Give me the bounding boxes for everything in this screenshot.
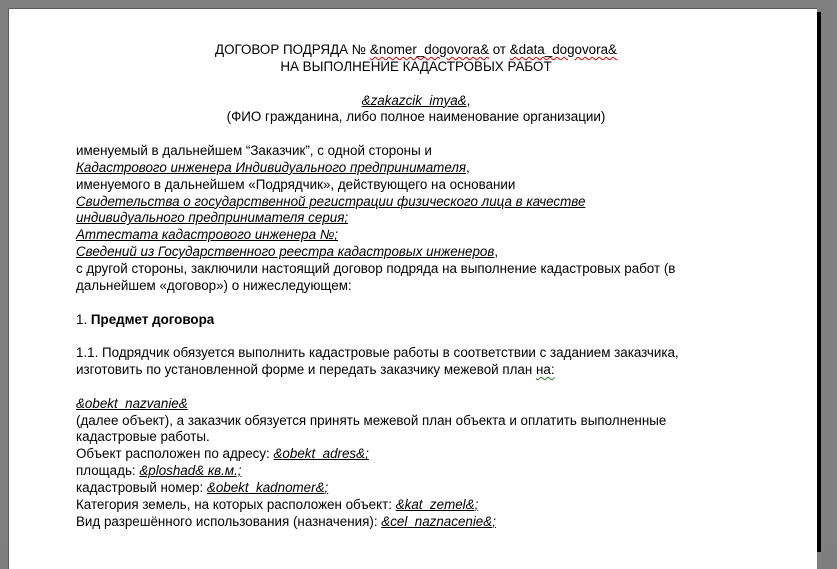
paragraph-line: именуемого в дальнейшем «Подрядчик», действующего на основании — [76, 176, 516, 192]
document-text[interactable] — [76, 42, 776, 530]
title-text: от — [489, 42, 510, 57]
punctuation: ; — [492, 513, 496, 529]
customer-hint: (ФИО гражданина, либо полное наименование организации) — [226, 109, 606, 125]
paragraph-line — [76, 362, 776, 379]
paragraph-text: изготовить по установленной форме и передать заказчику межевой план — [76, 362, 536, 378]
area-field: &ploshad& — [139, 463, 205, 479]
paragraph-line: 1.1. Подрядчик обязуется выполнить кадастровые работы в соответствии с заданием заказчика, — [76, 345, 679, 361]
contractor-title: Кадастрового инженера Индивидуального предпринимателя — [76, 159, 467, 175]
area-label: площадь: — [76, 463, 140, 479]
paragraph-line: дальнейшем «договор») о нижеследующем: — [76, 277, 352, 293]
punctuation: ; — [324, 479, 329, 495]
permitted-use-field: &cel_naznacenie& — [381, 513, 493, 529]
section-heading — [76, 312, 776, 329]
blank-line — [76, 379, 776, 396]
paragraph-line — [76, 244, 776, 261]
customer-name-line — [76, 93, 756, 110]
blank-line — [76, 126, 776, 143]
punctuation: , — [494, 244, 499, 260]
registry-info: Сведений из Государственного реестра кадастровых инженеров — [76, 244, 495, 260]
contract-title-line1 — [76, 42, 756, 59]
area-unit: кв.м.; — [204, 463, 242, 479]
punctuation: ; — [474, 496, 479, 512]
paragraph-line — [76, 396, 776, 413]
address-label: Объект расположен по адресу: — [76, 446, 274, 462]
cadastral-number-line — [76, 480, 776, 497]
page-shadow — [817, 12, 821, 552]
land-category-line — [76, 497, 776, 514]
contract-title-line2: НА ВЫПОЛНЕНИЕ КАДАСТРОВЫХ РАБОТ — [280, 58, 552, 74]
title-text: ДОГОВОР ПОДРЯДА № — [215, 42, 370, 57]
punctuation: ; — [365, 446, 369, 462]
customer-name-field: &zakazcik_imya& — [361, 92, 467, 108]
paragraph-line — [76, 160, 776, 177]
blank-line — [76, 76, 776, 93]
contract-date-field: &data_dogovora& — [509, 42, 617, 57]
registration-series: индивидуального предпринимателя серия; — [76, 210, 349, 226]
paragraph-line: кадастровые работы. — [76, 429, 210, 445]
paragraph-line: (далее объект), а заказчик обязуется принять межевой план объекта и оплатить выполненные — [76, 412, 667, 428]
address-field: &obekt_adres& — [273, 446, 366, 462]
cadastral-number-label: кадастровый номер: — [76, 479, 207, 495]
section-title: Предмет договора — [90, 311, 215, 327]
land-category-field: &kat_zemel& — [395, 496, 475, 512]
punctuation: , — [466, 159, 470, 175]
paragraph-line: с другой стороны, заключили настоящий договор подряда на выполнение кадастровых работ (в — [76, 260, 676, 276]
grammar-marked-text: на: — [536, 362, 555, 378]
blank-line — [76, 328, 776, 345]
permitted-use-line — [76, 514, 776, 531]
address-line — [76, 446, 776, 463]
permitted-use-label: Вид разрешённого использования (назначения): — [76, 513, 382, 529]
object-name-field: &obekt_nazvanie& — [76, 395, 188, 411]
engineer-attestation: Аттестата кадастрового инженера №; — [76, 227, 338, 243]
area-line — [76, 463, 776, 480]
paragraph-line: именуемый в дальнейшем “Заказчик”, с одной стороны и — [76, 143, 432, 159]
contract-number-field: &nomer_dogovora& — [369, 42, 490, 57]
punctuation: , — [466, 92, 471, 108]
land-category-label: Категория земель, на которых расположен объект: — [76, 496, 396, 512]
section-number: 1. — [76, 311, 91, 327]
registration-certificate: Свидетельства о государственной регистрации физического лица в качестве — [76, 193, 586, 209]
cadastral-number-field: &obekt_kadnomer& — [206, 479, 325, 495]
blank-line — [76, 295, 776, 312]
